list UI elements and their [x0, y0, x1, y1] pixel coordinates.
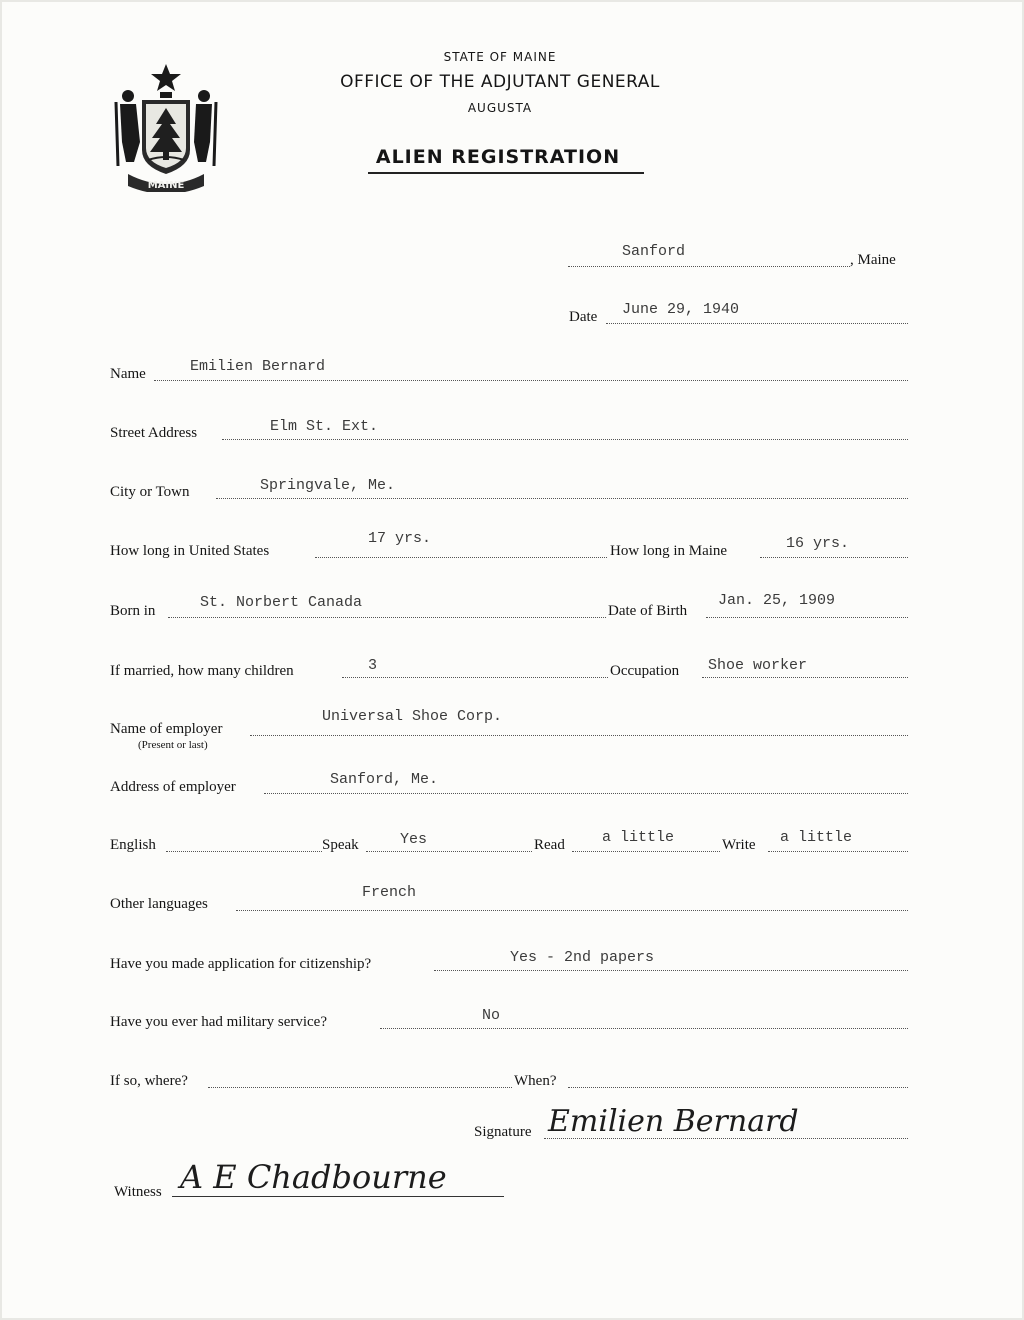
header-city: AUGUSTA: [467, 101, 533, 115]
born-in-field-line[interactable]: [168, 617, 606, 618]
date-value: June 29, 1940: [622, 301, 740, 318]
military-value: No: [482, 1007, 501, 1024]
how-long-us-label: How long in United States: [110, 543, 270, 559]
how-long-maine-field-line[interactable]: [760, 557, 908, 558]
header-office: OFFICE OF THE ADJUTANT GENERAL: [340, 72, 660, 92]
witness-value: A E Chadbourne: [180, 1158, 447, 1196]
name-field-line[interactable]: [154, 380, 908, 381]
city-field-line[interactable]: [216, 498, 908, 499]
write-value: a little: [780, 829, 853, 846]
employer-address-field-line[interactable]: [264, 793, 908, 794]
speak-value: Yes: [400, 831, 428, 848]
signature-label: Signature: [474, 1124, 532, 1140]
employer-name-field-line[interactable]: [250, 735, 908, 736]
when-label: When?: [514, 1073, 557, 1089]
name-value: Emilien Bernard: [190, 358, 326, 375]
form-title: ALIEN REGISTRATION: [375, 146, 621, 168]
read-value: a little: [602, 829, 675, 846]
signature-value: Emilien Bernard: [548, 1104, 799, 1139]
occupation-value: Shoe worker: [708, 657, 808, 674]
other-languages-label: Other languages: [110, 896, 208, 912]
place-value: Sanford: [622, 243, 686, 260]
witness-field-line[interactable]: [172, 1196, 504, 1197]
citizenship-field-line[interactable]: [434, 970, 908, 971]
header-state: STATE OF MAINE: [443, 50, 557, 64]
how-long-us-field-line[interactable]: [315, 557, 607, 558]
children-field-line[interactable]: [342, 677, 608, 678]
when-field-line[interactable]: [568, 1087, 908, 1088]
date-of-birth-value: Jan. 25, 1909: [718, 592, 836, 609]
where-label: If so, where?: [110, 1073, 188, 1089]
where-field-line[interactable]: [208, 1087, 512, 1088]
seal-banner-text: MAINE: [147, 180, 185, 191]
witness-label: Witness: [114, 1184, 162, 1200]
how-long-us-value: 17 yrs.: [368, 530, 432, 547]
employer-address-value: Sanford, Me.: [330, 771, 439, 788]
employer-name-label: Name of employer: [110, 721, 223, 737]
other-languages-field-line[interactable]: [236, 910, 908, 911]
born-in-label: Born in: [110, 603, 156, 619]
speak-label: Speak: [322, 837, 359, 853]
date-of-birth-field-line[interactable]: [706, 617, 908, 618]
born-in-value: St. Norbert Canada: [200, 594, 363, 611]
occupation-label: Occupation: [610, 663, 680, 679]
employer-address-label: Address of employer: [110, 779, 236, 795]
read-field-line[interactable]: [572, 851, 720, 852]
children-label: If married, how many children: [110, 663, 294, 679]
citizenship-value: Yes - 2nd papers: [510, 949, 655, 966]
write-label: Write: [722, 837, 756, 853]
date-label: Date: [569, 309, 598, 325]
occupation-field-line[interactable]: [702, 677, 908, 678]
english-field-line[interactable]: [166, 851, 322, 852]
how-long-maine-value: 16 yrs.: [786, 535, 850, 552]
street-address-label: Street Address: [110, 425, 198, 441]
date-field-line[interactable]: [606, 323, 908, 324]
other-languages-value: French: [362, 884, 417, 901]
how-long-maine-label: How long in Maine: [610, 543, 728, 559]
name-label: Name: [110, 366, 146, 382]
city-label: City or Town: [110, 484, 190, 500]
employer-name-value: Universal Shoe Corp.: [322, 708, 503, 725]
city-value: Springvale, Me.: [260, 477, 396, 494]
title-underline: [368, 172, 644, 174]
read-label: Read: [534, 837, 565, 853]
military-label: Have you ever had military service?: [110, 1014, 327, 1030]
military-field-line[interactable]: [380, 1028, 908, 1029]
write-field-line[interactable]: [768, 851, 908, 852]
children-value: 3: [368, 657, 378, 674]
street-address-value: Elm St. Ext.: [270, 418, 379, 435]
citizenship-label: Have you made application for citizenship?: [110, 956, 372, 972]
place-suffix-label: , Maine: [850, 252, 896, 268]
employer-name-sublabel: (Present or last): [138, 739, 208, 751]
speak-field-line[interactable]: [366, 851, 532, 852]
street-address-field-line[interactable]: [222, 439, 908, 440]
date-of-birth-label: Date of Birth: [608, 603, 688, 619]
english-label: English: [110, 837, 156, 853]
place-field-line[interactable]: [568, 266, 850, 267]
